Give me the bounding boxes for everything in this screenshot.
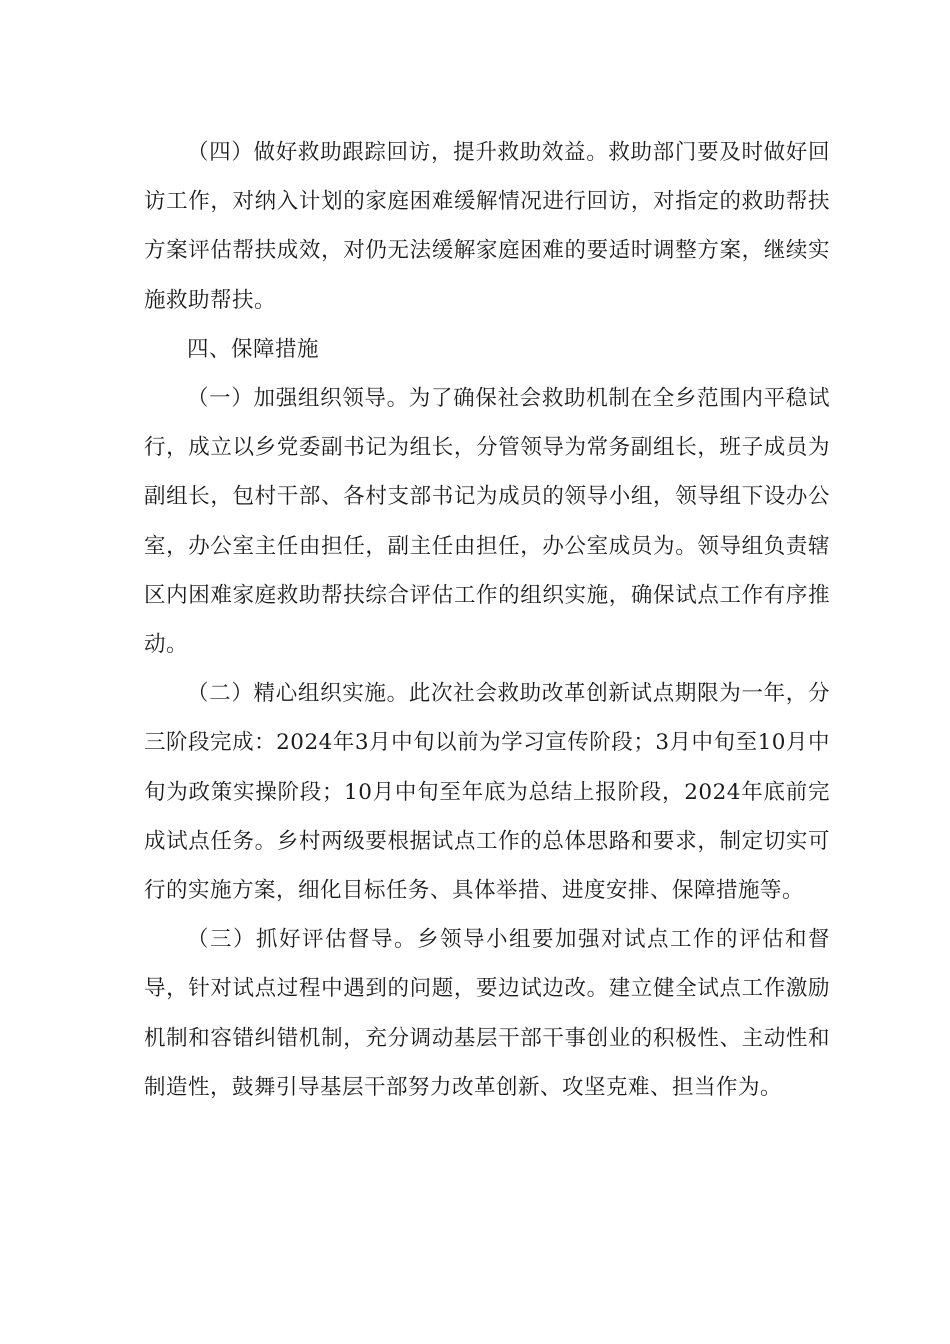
document-body [144,128,830,1112]
paragraph-implementation: （二）精心组织实施。此次社会救助改革创新试点期限为一年，分三阶段完成：2024年3月中旬以前为学习宣传阶段；3月中旬至10月中旬为政策实操阶段；10月中旬至年底为总结上报阶段，2024年底前完成试点任务。乡村两级要根据试点工作的总体思路和要求，制定切实可行的实施方案，细化目标任务、具体举措、进度安排、保障措施等。 [144,681,830,904]
paragraph-organization-leadership: （一）加强组织领导。为了确保社会救助机制在全乡范围内平稳试行，成立以乡党委副书记为组长，分管领导为常务副组长，班子成员为副组长，包村干部、各村支部书记为成员的领导小组，领导组下设办公室，办公室主任由担任，副主任由担任，办公室成员为。领导组负责辖区内困难家庭救助帮扶综合评估工作的组织实施，确保试点工作有序推动。 [144,386,830,658]
paragraph-evaluation-supervision: （三）抓好评估督导。乡领导小组要加强对试点工作的评估和督导，针对试点过程中遇到的问题，要边试边改。建立健全试点工作激励机制和容错纠错机制，充分调动基层干部干事创业的积极性、主动性和制造性，鼓舞引导基层干部努力改革创新、攻坚克难、担当作为。 [144,927,830,1100]
paragraph-follow-up-visits: （四）做好救助跟踪回访，提升救助效益。救助部门要及时做好回访工作，对纳入计划的家庭困难缓解情况进行回访，对指定的救助帮扶方案评估帮扶成效，对仍无法缓解家庭困难的要适时调整方案，继续实施救助帮扶。 [144,140,830,313]
section-heading-safeguards: 四、保障措施 [187,336,320,362]
